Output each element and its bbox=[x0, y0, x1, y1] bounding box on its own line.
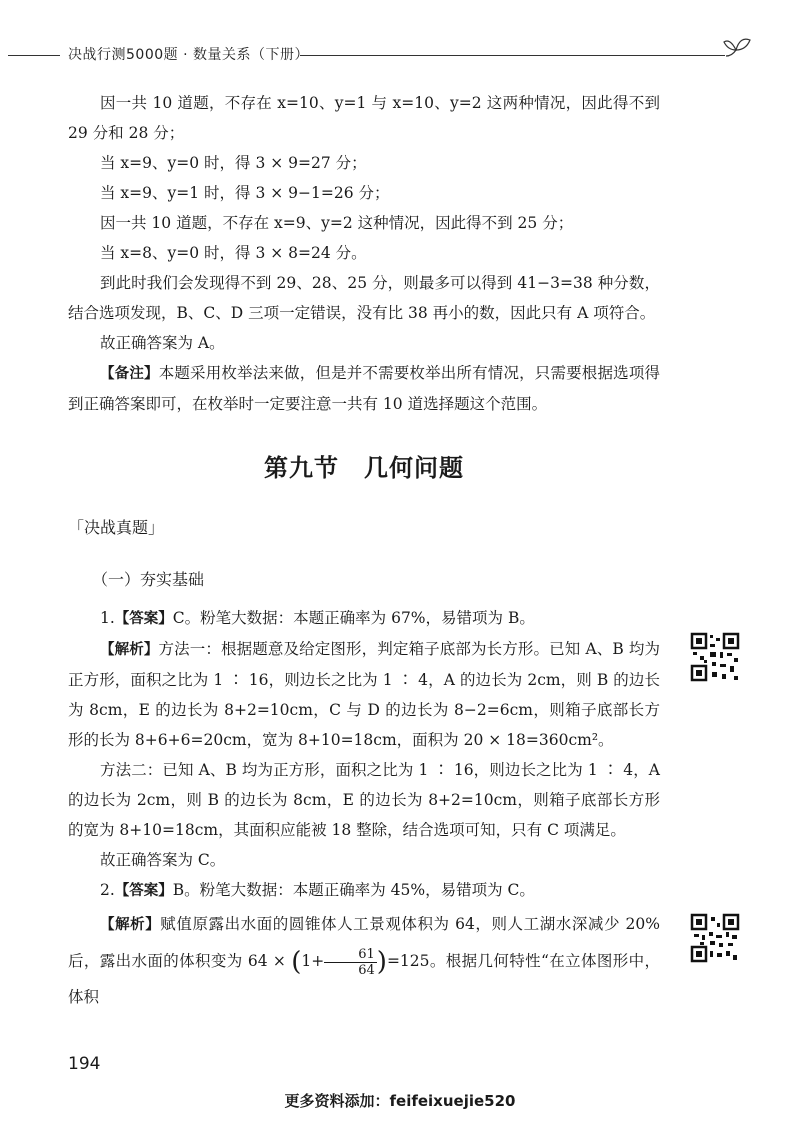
running-header bbox=[0, 42, 800, 66]
open-paren: ( bbox=[291, 947, 302, 977]
q1-answer-tag: 【答案】 bbox=[114, 611, 173, 627]
q1-conclusion: 故正确答案为 C。 bbox=[100, 851, 226, 869]
intro-paragraph-6: 到此时我们会发现得不到 29、28、25 分，则最多可以得到 41−3=38 种分数，结合选项发现，B、C、D 三项一定错误，没有比 38 再小的数，因此只有 A 项符合。 bbox=[68, 274, 660, 322]
intro-paragraph-4: 因一共 10 道题，不存在 x=9、y=2 这种情况，因此得不到 25 分； bbox=[100, 214, 574, 232]
q2-analysis bbox=[68, 906, 660, 1015]
q1-answer-text: C。粉笔大数据：本题正确率为 67%，易错项为 B。 bbox=[172, 609, 535, 627]
header-rule-left bbox=[8, 55, 60, 56]
q1-analysis-text: 方法一：根据题意及给定图形，判定箱子底部为长方形。已知 A、B 均为正方形，面积之比为 1 ∶ 16，则边长之比为 1 ∶ 4，A 的边长为 2cm，则 B 的边长为 8cm，E 的边长为 8+2=10cm，C 与 D 的边长为 8−2=6cm，则箱子底部长方形的长为 8+6+6=20cm，宽为 8+10=18cm，面积为 20 × 18=360cm²。 bbox=[68, 640, 660, 749]
fraction-lead: 1+ bbox=[301, 952, 325, 970]
note-text: 本题采用枚举法来做，但是并不需要枚举出所有情况，只需要根据选项得到正确答案即可，在枚举时一定要注意一共有 10 道选择题这个范围。 bbox=[68, 364, 660, 413]
intro-paragraph-1: 因一共 10 道题，不存在 x=10、y=1 与 x=10、y=2 这两种情况，因此得不到 29 分和 28 分； bbox=[68, 94, 660, 142]
q1-answer bbox=[68, 603, 660, 634]
q2-analysis-tag: 【解析】 bbox=[100, 917, 161, 933]
intro-paragraph-3: 当 x=9、y=1 时，得 3 × 9−1=26 分； bbox=[100, 184, 390, 202]
close-paren: ) bbox=[376, 947, 387, 977]
q1-analysis bbox=[68, 634, 660, 755]
q1-analysis-tag: 【解析】 bbox=[100, 642, 159, 658]
q1-method2: 方法二：已知 A、B 均为正方形，面积之比为 1 ∶ 16，则边长之比为 1 ∶ 4，A 的边长为 2cm，则 B 的边长为 8cm，E 的边长为 8+2=10cm，则箱子底部长方形的宽为 8+10=18cm，其面积应能被 18 整除，结合选项可知，只有 C 项满足。 bbox=[68, 761, 660, 839]
page-content bbox=[68, 88, 660, 1015]
qr-code-icon bbox=[690, 913, 740, 963]
q2-number: 2. bbox=[100, 881, 115, 899]
note-paragraph bbox=[68, 358, 660, 419]
intro-paragraph-5: 当 x=8、y=0 时，得 3 × 8=24 分。 bbox=[100, 244, 367, 262]
q2-answer-tag: 【答案】 bbox=[114, 883, 173, 899]
header-rule-right bbox=[300, 55, 725, 56]
header-title: 决战行测5000题 · 数量关系（下册） bbox=[68, 47, 309, 63]
fraction bbox=[324, 947, 377, 978]
intro-paragraph-7: 故正确答案为 A。 bbox=[100, 334, 225, 352]
sprout-icon bbox=[722, 34, 752, 60]
q1-number: 1. bbox=[100, 609, 115, 627]
q2-answer bbox=[68, 875, 660, 906]
footer-note: 更多资料添加：feifeixuejie520 bbox=[284, 1092, 516, 1110]
subsubsection-title: （一）夯实基础 bbox=[92, 570, 205, 589]
note-tag: 【备注】 bbox=[100, 366, 159, 382]
section-title: 第九节 几何问题 bbox=[264, 454, 464, 482]
qr-code-icon bbox=[690, 632, 740, 682]
intro-paragraph-2: 当 x=9、y=0 时，得 3 × 9=27 分； bbox=[100, 154, 367, 172]
q2-analysis-text-1: 赋值原露出水面的圆锥体人工景观体积为 64，则人工湖水深减少 20% 后，露出水面的体积变为 64 × bbox=[68, 915, 661, 970]
fraction-numerator: 61 bbox=[324, 947, 377, 963]
q2-analysis-text-2: =125。根据几何特性“在立体图形中，体积 bbox=[68, 952, 661, 1006]
fraction-denominator: 64 bbox=[358, 962, 375, 978]
subsection-title: 「决战真题」 bbox=[68, 518, 165, 537]
q2-answer-text: B。粉笔大数据：本题正确率为 45%，易错项为 C。 bbox=[172, 881, 535, 899]
page-number: 194 bbox=[68, 1054, 101, 1074]
